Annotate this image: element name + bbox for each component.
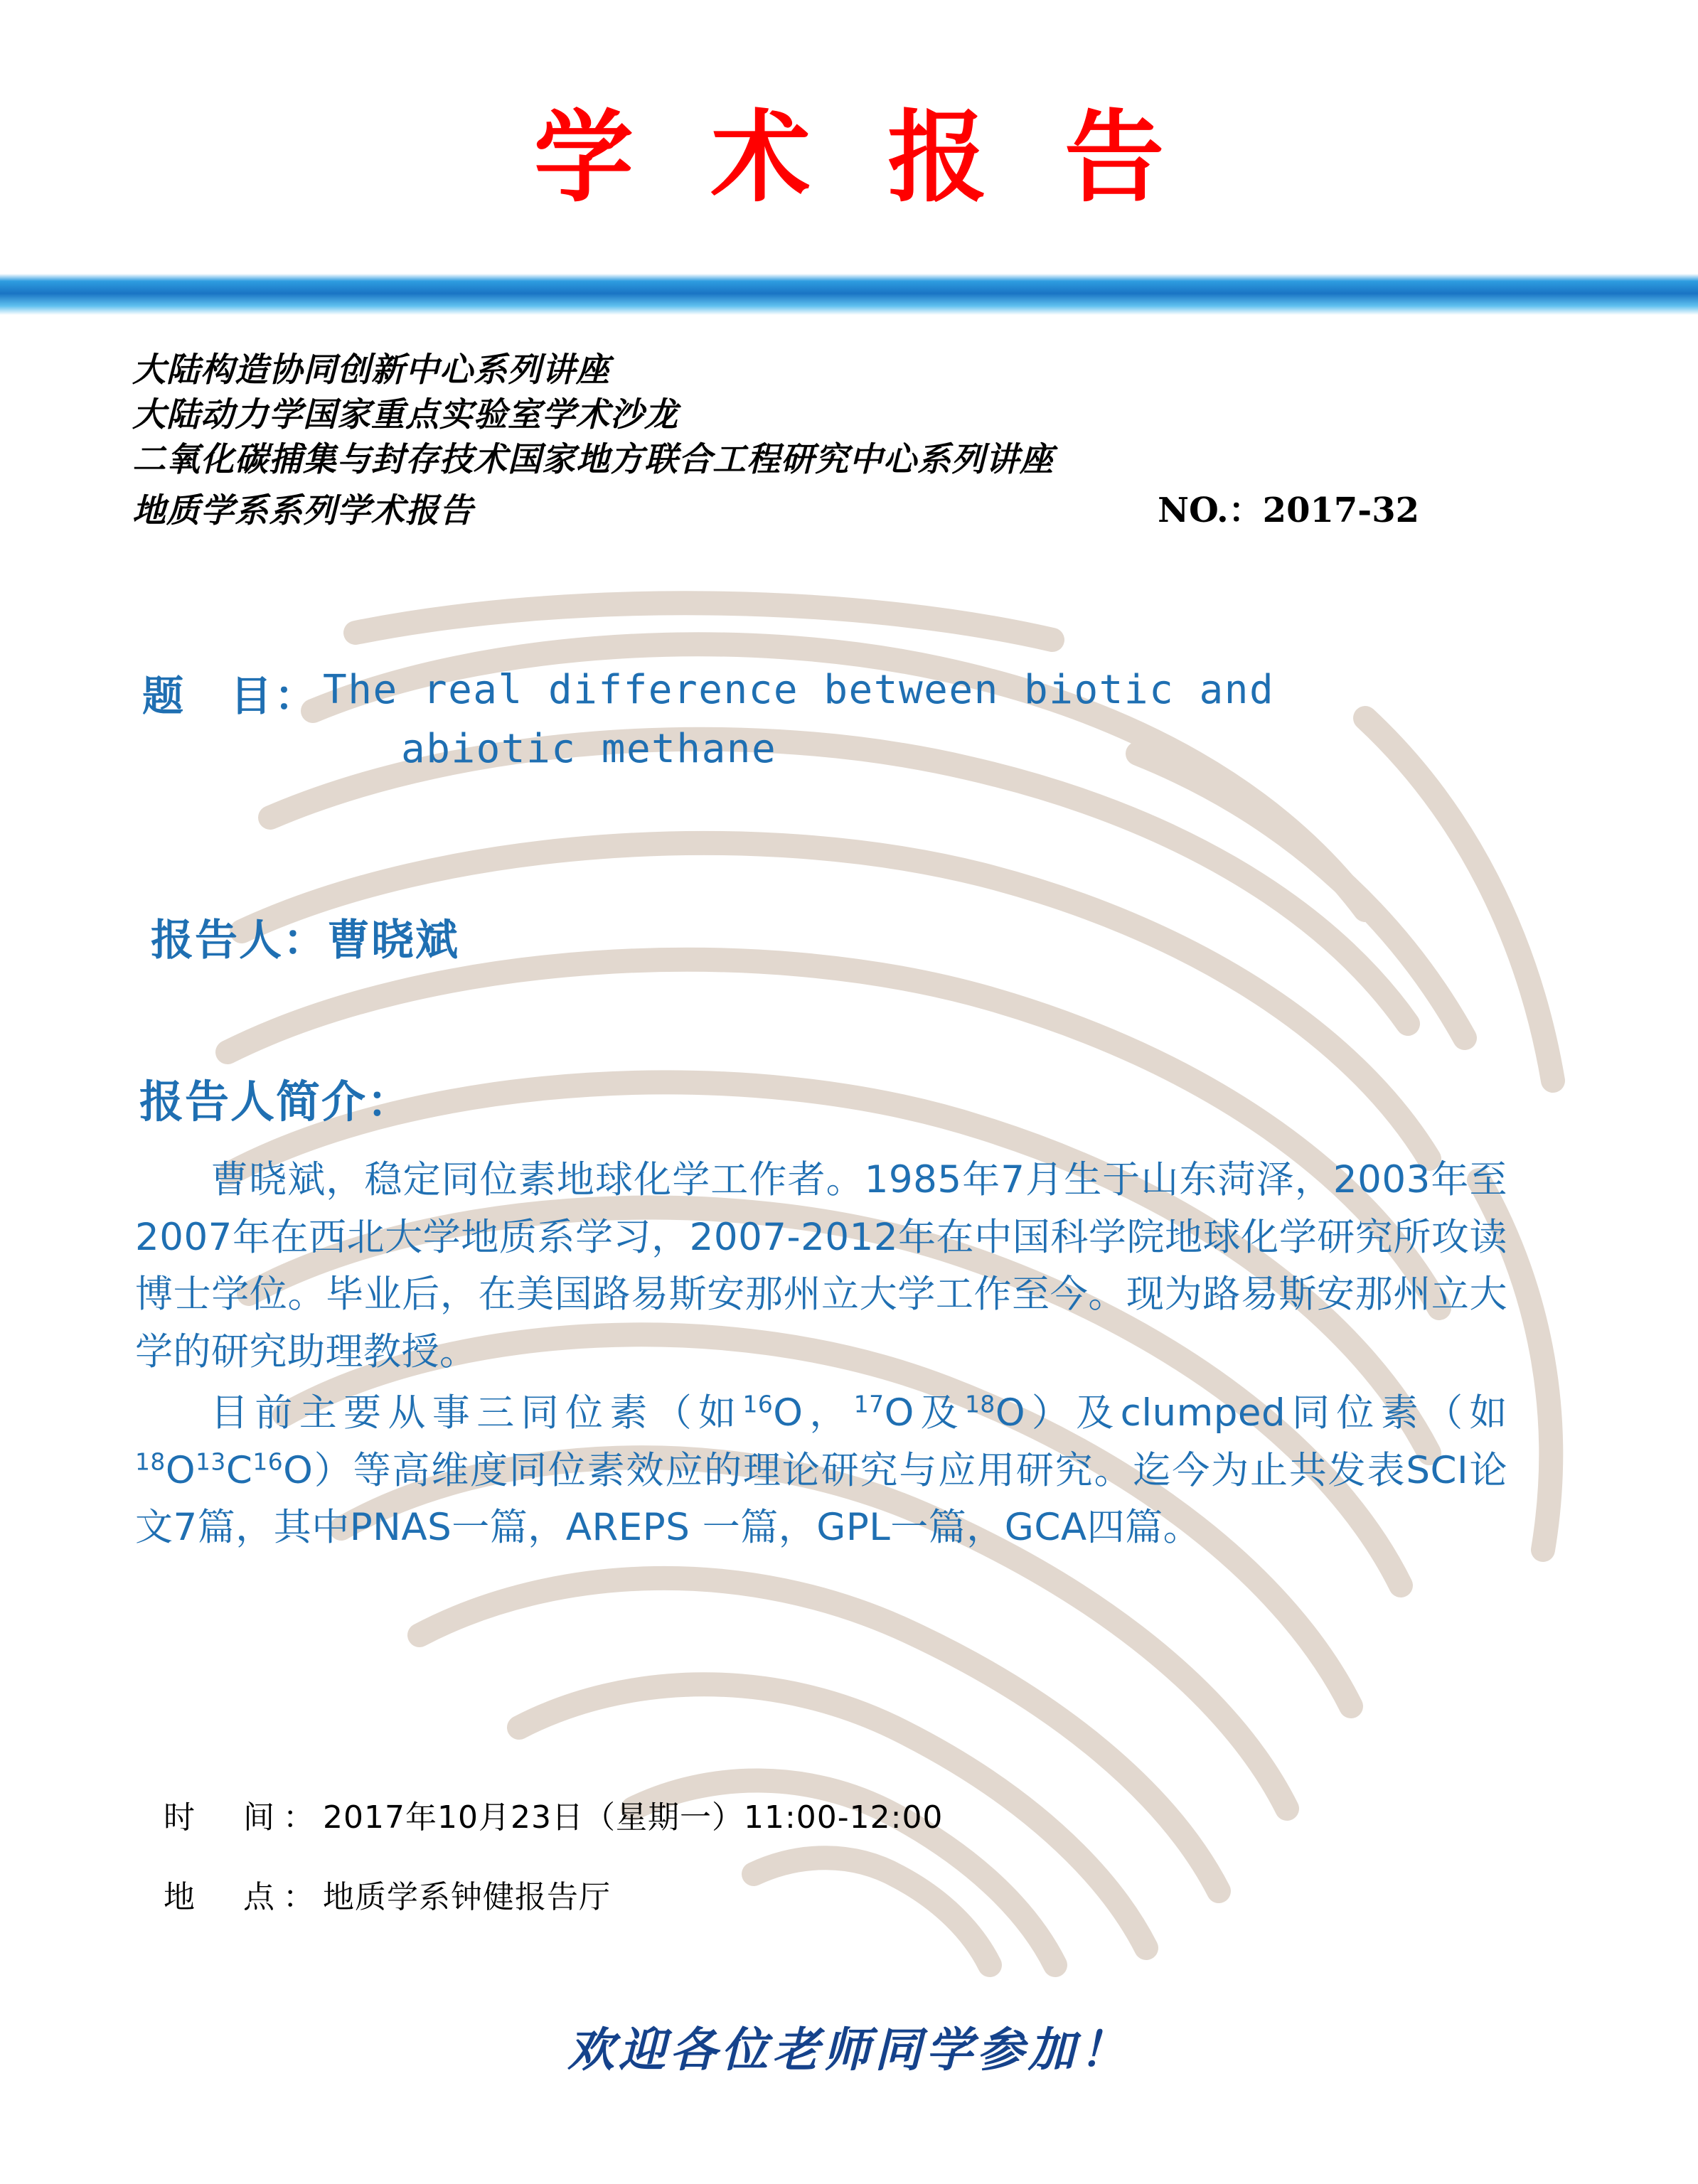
bio-p2-g: O）等高维度同位素效应的理论研究与应用研究。迄今为止共发表SCI论文7篇，其中PNAS一篇，AREPS 一篇，GPL一篇，GCA四篇。 xyxy=(135,1448,1507,1550)
topic-block xyxy=(142,661,1607,779)
speaker-block xyxy=(151,906,459,968)
time-label: 时 间： xyxy=(164,1799,323,1836)
time-value: 2017年10月23日（星期一）11:00-12:00 xyxy=(323,1799,944,1836)
topic-line-2: abiotic methane xyxy=(401,725,777,772)
bio-p2-c: O及 xyxy=(884,1391,966,1435)
bio-p2-d: O）及clumped同位素（如 xyxy=(995,1391,1508,1435)
header-divider xyxy=(0,274,1698,315)
series-line-1: 大陆构造协同创新中心系列讲座 xyxy=(132,350,610,390)
topic-text xyxy=(319,661,1274,779)
bio-paragraph-1: 曹晓斌，稳定同位素地球化学工作者。1985年7月生于山东菏泽，2003年至2007年在西北大学地质系学习，2007-2012年在中国科学院地球化学研究所攻读博士学位。毕业后，在美国路易斯安那州立大学工作至今。现为路易斯安那州立大学的研究助理教授。 xyxy=(135,1158,1507,1374)
place-value: 地质学系钟健报告厅 xyxy=(323,1879,611,1915)
bio-body xyxy=(135,1152,1507,1561)
series-line-4: 地质学系系列学术报告 xyxy=(132,491,474,530)
speaker-name: 曹晓斌 xyxy=(327,916,459,965)
series-line-3: 二氧化碳捕集与封存技术国家地方联合工程研究中心系列讲座 xyxy=(132,439,1054,479)
bio-p2-sup5: 13 xyxy=(196,1447,226,1476)
series-block xyxy=(132,348,1597,534)
bio-p2-f: C xyxy=(225,1448,253,1492)
bio-p2-sup2: 17 xyxy=(853,1390,885,1418)
bio-p2-e: O xyxy=(165,1448,196,1492)
page-title: 学 术 报 告 xyxy=(533,100,1186,216)
series-line-4-row xyxy=(132,483,1597,534)
bio-paragraph-2 xyxy=(135,1385,1507,1557)
speaker-label: 报告人： xyxy=(151,916,327,965)
series-line-2: 大陆动力学国家重点实验室学术沙龙 xyxy=(132,395,678,434)
bio-p2-sup1: 16 xyxy=(742,1390,774,1418)
meta-block xyxy=(164,1792,943,1951)
place-row xyxy=(164,1871,943,1917)
bio-p2-sup6: 16 xyxy=(252,1447,284,1476)
topic-line-1: The real difference between biotic and xyxy=(323,667,1275,713)
poster-number: NO.：2017-32 xyxy=(1158,490,1419,530)
bio-heading: 报告人简介： xyxy=(139,1076,413,1128)
bio-p2-sup3: 18 xyxy=(965,1390,995,1418)
welcome-message: 欢迎各位老师同学参加！ xyxy=(567,2022,1131,2077)
time-row xyxy=(164,1792,943,1837)
bio-p2-b: O， xyxy=(773,1391,854,1435)
bio-p2-a: 目前主要从事三同位素（如 xyxy=(210,1391,743,1435)
place-label: 地 点： xyxy=(164,1879,323,1915)
bio-p2-sup4: 18 xyxy=(135,1447,166,1476)
topic-label: 题 目： xyxy=(142,672,319,720)
